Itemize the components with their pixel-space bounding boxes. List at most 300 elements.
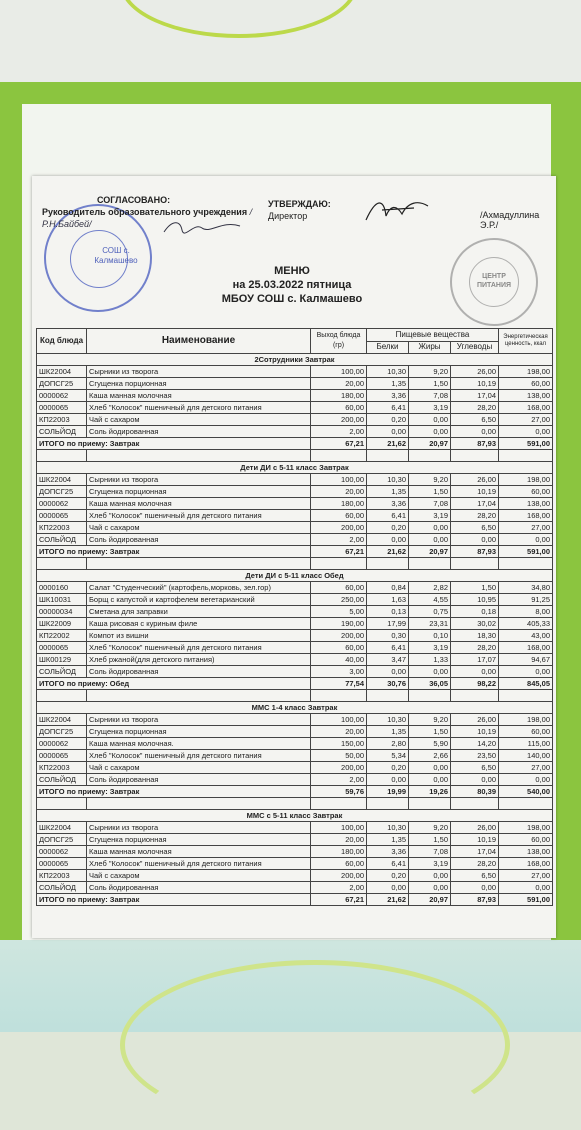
cell-code: ДОПСГ25 — [37, 834, 87, 846]
total-output: 59,76 — [311, 786, 367, 798]
cell-code: ШК22004 — [37, 714, 87, 726]
cell-code: 0000160 — [37, 582, 87, 594]
cell-e: 198,00 — [499, 714, 553, 726]
cell-j: 0,00 — [409, 774, 451, 786]
green-band — [0, 82, 581, 104]
cell-e: 27,00 — [499, 414, 553, 426]
cell-output: 60,00 — [311, 402, 367, 414]
cell-output: 60,00 — [311, 582, 367, 594]
cell-e: 140,00 — [499, 750, 553, 762]
cell-name: Чай с сахаром — [87, 870, 311, 882]
cell-code: СОЛЬЙОД — [37, 426, 87, 438]
table-row — [37, 714, 553, 726]
cell-b: 0,20 — [367, 870, 409, 882]
cell-b: 2,80 — [367, 738, 409, 750]
cell-b: 0,30 — [367, 630, 409, 642]
col-name: Наименование — [87, 329, 311, 354]
cell-name: Хлеб "Колосок" пшеничный для детского питания — [87, 750, 311, 762]
cell-name: Соль йодированная — [87, 666, 311, 678]
total-j: 20,97 — [409, 438, 451, 450]
total-b: 21,62 — [367, 438, 409, 450]
agreed-signature: / Р.Н.Байбей/ — [42, 207, 253, 229]
cell-e: 60,00 — [499, 486, 553, 498]
cell-output: 20,00 — [311, 486, 367, 498]
cell-output: 100,00 — [311, 366, 367, 378]
total-u: 87,93 — [451, 546, 499, 558]
cell-b: 10,30 — [367, 366, 409, 378]
cell-u: 6,50 — [451, 870, 499, 882]
cell-b: 0,00 — [367, 882, 409, 894]
menu-sheet — [32, 176, 556, 938]
cell-code: 0000062 — [37, 390, 87, 402]
total-output: 77,54 — [311, 678, 367, 690]
director-name: /Ахмадуллина Э.Р./ — [480, 210, 540, 230]
cell-e: 0,00 — [499, 666, 553, 678]
cell-b: 1,35 — [367, 486, 409, 498]
total-b: 19,99 — [367, 786, 409, 798]
total-row — [37, 786, 553, 798]
table-row — [37, 582, 553, 594]
cell-u: 26,00 — [451, 714, 499, 726]
col-code: Код блюда — [37, 329, 87, 354]
cell-code: 0000065 — [37, 858, 87, 870]
table-row — [37, 642, 553, 654]
cell-output: 5,00 — [311, 606, 367, 618]
cell-e: 168,00 — [499, 642, 553, 654]
table-row — [37, 414, 553, 426]
cell-code: 0000062 — [37, 498, 87, 510]
table-row — [37, 618, 553, 630]
cell-output: 250,00 — [311, 594, 367, 606]
section-title: 2Сотрудники Завтрак — [37, 354, 553, 366]
cell-output: 60,00 — [311, 510, 367, 522]
col-proteins: Белки — [367, 341, 409, 354]
cell-name: Сырники из творога — [87, 822, 311, 834]
cell-e: 0,00 — [499, 882, 553, 894]
total-b: 30,76 — [367, 678, 409, 690]
cell-code: 0000062 — [37, 738, 87, 750]
table-row — [37, 654, 553, 666]
cell-code: ШК22004 — [37, 366, 87, 378]
cell-output: 60,00 — [311, 858, 367, 870]
menu-body — [37, 354, 553, 906]
total-row — [37, 678, 553, 690]
cell-e: 60,00 — [499, 726, 553, 738]
table-row — [37, 510, 553, 522]
cell-j: 9,20 — [409, 714, 451, 726]
cell-u: 30,02 — [451, 618, 499, 630]
col-nutrients: Пищевые вещества — [367, 329, 499, 342]
cell-e: 198,00 — [499, 474, 553, 486]
cell-e: 27,00 — [499, 522, 553, 534]
table-spacer-row — [37, 798, 553, 810]
cell-e: 60,00 — [499, 834, 553, 846]
cell-name: Чай с сахаром — [87, 414, 311, 426]
section-header-row — [37, 570, 553, 582]
col-fats: Жиры — [409, 341, 451, 354]
cell-u: 17,04 — [451, 846, 499, 858]
decorative-arc — [120, 960, 510, 1130]
total-output: 67,21 — [311, 438, 367, 450]
cell-j: 0,00 — [409, 414, 451, 426]
cell-code: КП22002 — [37, 630, 87, 642]
table-row — [37, 870, 553, 882]
table-row — [37, 534, 553, 546]
cell-e: 138,00 — [499, 390, 553, 402]
total-u: 98,22 — [451, 678, 499, 690]
cell-b: 1,35 — [367, 378, 409, 390]
total-j: 36,05 — [409, 678, 451, 690]
cell-output: 40,00 — [311, 654, 367, 666]
cell-output: 200,00 — [311, 414, 367, 426]
table-row — [37, 366, 553, 378]
total-row — [37, 546, 553, 558]
section-header-row — [37, 810, 553, 822]
cell-output: 20,00 — [311, 834, 367, 846]
table-row — [37, 630, 553, 642]
cell-e: 27,00 — [499, 870, 553, 882]
cell-output: 200,00 — [311, 630, 367, 642]
cell-output: 100,00 — [311, 822, 367, 834]
cell-name: Соль йодированная — [87, 426, 311, 438]
cell-j: 23,31 — [409, 618, 451, 630]
total-label: ИТОГО по приему: Завтрак — [37, 546, 311, 558]
cell-u: 6,50 — [451, 762, 499, 774]
table-row — [37, 726, 553, 738]
signature-left — [162, 216, 242, 236]
cell-e: 115,00 — [499, 738, 553, 750]
cell-j: 1,50 — [409, 378, 451, 390]
cell-u: 6,50 — [451, 522, 499, 534]
table-row — [37, 498, 553, 510]
total-b: 21,62 — [367, 894, 409, 906]
cell-code: ДОПСГ25 — [37, 486, 87, 498]
col-output: Выход блюда (гр) — [311, 329, 367, 354]
section-header-row — [37, 462, 553, 474]
total-b: 21,62 — [367, 546, 409, 558]
cell-code: ДОПСГ25 — [37, 378, 87, 390]
cell-j: 7,08 — [409, 498, 451, 510]
cell-name: Чай с сахаром — [87, 762, 311, 774]
cell-j: 9,20 — [409, 822, 451, 834]
total-label: ИТОГО по приему: Завтрак — [37, 786, 311, 798]
cell-b: 1,35 — [367, 834, 409, 846]
cell-u: 17,04 — [451, 390, 499, 402]
cell-output: 20,00 — [311, 378, 367, 390]
table-row — [37, 750, 553, 762]
cell-j: 1,50 — [409, 834, 451, 846]
cell-b: 0,13 — [367, 606, 409, 618]
cell-name: Хлеб "Колосок" пшеничный для детского питания — [87, 402, 311, 414]
cell-name: Хлеб ржаной(для детского питания) — [87, 654, 311, 666]
cell-b: 6,41 — [367, 510, 409, 522]
cell-output: 50,00 — [311, 750, 367, 762]
green-frame-left — [0, 104, 22, 974]
cell-name: Салат "Студенческий" (картофель,морковь, зел.гор) — [87, 582, 311, 594]
cell-b: 0,20 — [367, 762, 409, 774]
cell-name: Сырники из творога — [87, 474, 311, 486]
cell-name: Компот из вишни — [87, 630, 311, 642]
total-u: 80,39 — [451, 786, 499, 798]
cell-code: ШК22004 — [37, 474, 87, 486]
cell-b: 0,20 — [367, 414, 409, 426]
cell-output: 180,00 — [311, 390, 367, 402]
cell-output: 180,00 — [311, 498, 367, 510]
section-title: ММС 1-4 класс Завтрак — [37, 702, 553, 714]
cell-name: Сгущенка порционная — [87, 378, 311, 390]
cell-u: 14,20 — [451, 738, 499, 750]
cell-e: 91,25 — [499, 594, 553, 606]
cell-e: 0,00 — [499, 534, 553, 546]
cell-u: 10,19 — [451, 726, 499, 738]
cell-name: Борщ с капустой и картофелем вегетарианский — [87, 594, 311, 606]
table-row — [37, 486, 553, 498]
total-j: 19,26 — [409, 786, 451, 798]
table-row — [37, 846, 553, 858]
cell-j: 3,19 — [409, 510, 451, 522]
cell-b: 0,20 — [367, 522, 409, 534]
cell-output: 100,00 — [311, 474, 367, 486]
cell-j: 0,00 — [409, 666, 451, 678]
cell-name: Сгущенка порционная — [87, 486, 311, 498]
cell-u: 28,20 — [451, 402, 499, 414]
table-row — [37, 522, 553, 534]
cell-code: КП22003 — [37, 762, 87, 774]
cell-output: 100,00 — [311, 714, 367, 726]
cell-code: СОЛЬЙОД — [37, 534, 87, 546]
cell-j: 2,66 — [409, 750, 451, 762]
cell-u: 26,00 — [451, 474, 499, 486]
section-title: Дети ДИ с 5-11 класс Завтрак — [37, 462, 553, 474]
cell-b: 5,34 — [367, 750, 409, 762]
cell-b: 0,84 — [367, 582, 409, 594]
cell-name: Соль йодированная — [87, 882, 311, 894]
cell-j: 9,20 — [409, 474, 451, 486]
cell-e: 168,00 — [499, 858, 553, 870]
table-row — [37, 834, 553, 846]
total-u: 87,93 — [451, 894, 499, 906]
cell-b: 10,30 — [367, 822, 409, 834]
cell-j: 2,82 — [409, 582, 451, 594]
cell-j: 7,08 — [409, 390, 451, 402]
cell-j: 9,20 — [409, 366, 451, 378]
cell-code: 0000065 — [37, 510, 87, 522]
cell-e: 43,00 — [499, 630, 553, 642]
cell-e: 8,00 — [499, 606, 553, 618]
total-label: ИТОГО по приему: Завтрак — [37, 438, 311, 450]
col-energy: Энергетическая ценность, ккал — [499, 329, 553, 354]
cell-code: КП22003 — [37, 870, 87, 882]
cell-code: 0000065 — [37, 642, 87, 654]
total-e: 845,05 — [499, 678, 553, 690]
cell-name: Сырники из творога — [87, 366, 311, 378]
table-row — [37, 666, 553, 678]
cell-code: КП22003 — [37, 522, 87, 534]
section-header-row — [37, 702, 553, 714]
table-row — [37, 858, 553, 870]
menu-table — [36, 328, 553, 906]
cell-name: Каша манная молочная — [87, 846, 311, 858]
cell-e: 34,80 — [499, 582, 553, 594]
cell-output: 200,00 — [311, 762, 367, 774]
total-row — [37, 894, 553, 906]
cell-output: 60,00 — [311, 642, 367, 654]
cell-name: Каша манная молочная — [87, 498, 311, 510]
cell-e: 405,33 — [499, 618, 553, 630]
signature-right — [362, 196, 432, 226]
cell-u: 0,00 — [451, 426, 499, 438]
cell-b: 1,63 — [367, 594, 409, 606]
cell-output: 180,00 — [311, 846, 367, 858]
cell-output: 190,00 — [311, 618, 367, 630]
menu-title: МЕНЮ на 25.03.2022 пятница МБОУ СОШ с. Калмашево — [221, 265, 363, 305]
cell-code: ДОПСГ25 — [37, 726, 87, 738]
cell-b: 3,36 — [367, 390, 409, 402]
cell-name: Хлеб "Колосок" пшеничный для детского питания — [87, 510, 311, 522]
cell-name: Хлеб "Колосок" пшеничный для детского питания — [87, 858, 311, 870]
table-row — [37, 606, 553, 618]
cell-output: 20,00 — [311, 726, 367, 738]
table-row — [37, 594, 553, 606]
total-e: 540,00 — [499, 786, 553, 798]
cell-b: 0,00 — [367, 534, 409, 546]
cell-b: 1,35 — [367, 726, 409, 738]
approve-label: УТВЕРЖДАЮ: — [268, 199, 331, 209]
cell-e: 0,00 — [499, 426, 553, 438]
cell-output: 200,00 — [311, 870, 367, 882]
cell-u: 28,20 — [451, 858, 499, 870]
total-label: ИТОГО по приему: Завтрак — [37, 894, 311, 906]
table-row — [37, 822, 553, 834]
cell-j: 0,00 — [409, 870, 451, 882]
section-title: ММС с 5-11 класс Завтрак — [37, 810, 553, 822]
cell-e: 138,00 — [499, 846, 553, 858]
school-seal-text: СОШ с. Калмашево — [94, 246, 138, 265]
cell-e: 168,00 — [499, 510, 553, 522]
cell-b: 10,30 — [367, 474, 409, 486]
total-e: 591,00 — [499, 894, 553, 906]
table-row — [37, 762, 553, 774]
cell-b: 3,47 — [367, 654, 409, 666]
cell-e: 198,00 — [499, 366, 553, 378]
cell-e: 198,00 — [499, 822, 553, 834]
cell-u: 28,20 — [451, 642, 499, 654]
cell-u: 10,19 — [451, 486, 499, 498]
cell-u: 26,00 — [451, 822, 499, 834]
cell-u: 0,18 — [451, 606, 499, 618]
cell-code: СОЛЬЙОД — [37, 774, 87, 786]
cell-e: 168,00 — [499, 402, 553, 414]
cell-u: 10,95 — [451, 594, 499, 606]
table-spacer-row — [37, 690, 553, 702]
cell-j: 4,55 — [409, 594, 451, 606]
cell-j: 1,33 — [409, 654, 451, 666]
cell-u: 6,50 — [451, 414, 499, 426]
cell-u: 0,00 — [451, 774, 499, 786]
cell-output: 150,00 — [311, 738, 367, 750]
cell-u: 18,30 — [451, 630, 499, 642]
cell-j: 3,19 — [409, 402, 451, 414]
cell-name: Сырники из творога — [87, 714, 311, 726]
cell-code: СОЛЬЙОД — [37, 666, 87, 678]
cell-e: 0,00 — [499, 774, 553, 786]
cell-e: 138,00 — [499, 498, 553, 510]
cell-code: 0000062 — [37, 846, 87, 858]
table-row — [37, 774, 553, 786]
cell-u: 0,00 — [451, 534, 499, 546]
cell-j: 0,75 — [409, 606, 451, 618]
cell-code: ШК22004 — [37, 822, 87, 834]
cell-name: Каша манная молочная — [87, 390, 311, 402]
cell-name: Хлеб "Колосок" пшеничный для детского питания — [87, 642, 311, 654]
table-row — [37, 426, 553, 438]
catering-seal-text: ЦЕНТР ПИТАНИЯ — [476, 273, 512, 289]
table-spacer-row — [37, 450, 553, 462]
col-carbs: Углеводы — [451, 341, 499, 354]
cell-b: 6,41 — [367, 642, 409, 654]
cell-b: 0,00 — [367, 666, 409, 678]
cell-name: Соль йодированная — [87, 774, 311, 786]
total-e: 591,00 — [499, 438, 553, 450]
cell-b: 0,00 — [367, 774, 409, 786]
cell-b: 10,30 — [367, 714, 409, 726]
cell-b: 3,36 — [367, 846, 409, 858]
cell-j: 3,19 — [409, 642, 451, 654]
cell-code: ШК22009 — [37, 618, 87, 630]
catering-seal — [450, 238, 538, 326]
cell-j: 5,90 — [409, 738, 451, 750]
cell-u: 10,19 — [451, 378, 499, 390]
agreed-role: Руководитель образовательного учреждения — [42, 207, 248, 217]
cell-u: 0,00 — [451, 882, 499, 894]
cell-name: Сгущенка порционная — [87, 834, 311, 846]
cell-b: 6,41 — [367, 858, 409, 870]
total-output: 67,21 — [311, 546, 367, 558]
cell-j: 1,50 — [409, 726, 451, 738]
cell-b: 17,99 — [367, 618, 409, 630]
table-row — [37, 474, 553, 486]
cell-j: 0,10 — [409, 630, 451, 642]
cell-u: 23,50 — [451, 750, 499, 762]
cell-e: 27,00 — [499, 762, 553, 774]
cell-j: 0,00 — [409, 762, 451, 774]
section-header-row — [37, 354, 553, 366]
cell-j: 0,00 — [409, 426, 451, 438]
total-output: 67,21 — [311, 894, 367, 906]
cell-code: ШК00129 — [37, 654, 87, 666]
table-spacer-row — [37, 558, 553, 570]
cell-code: 0000065 — [37, 750, 87, 762]
cell-output: 200,00 — [311, 522, 367, 534]
cell-j: 7,08 — [409, 846, 451, 858]
cell-name: Чай с сахаром — [87, 522, 311, 534]
total-j: 20,97 — [409, 894, 451, 906]
cell-output: 2,00 — [311, 882, 367, 894]
cell-b: 3,36 — [367, 498, 409, 510]
cell-u: 26,00 — [451, 366, 499, 378]
cell-u: 17,07 — [451, 654, 499, 666]
agreed-label: СОГЛАСОВАНО: — [97, 195, 171, 205]
cell-u: 28,20 — [451, 510, 499, 522]
cell-name: Каша манная молочная. — [87, 738, 311, 750]
table-row — [37, 402, 553, 414]
cell-b: 6,41 — [367, 402, 409, 414]
approve-role: Директор — [268, 211, 308, 221]
cell-output: 3,00 — [311, 666, 367, 678]
cell-j: 1,50 — [409, 486, 451, 498]
cell-output: 2,00 — [311, 774, 367, 786]
cell-name: Каша рисовая с куриным филе — [87, 618, 311, 630]
